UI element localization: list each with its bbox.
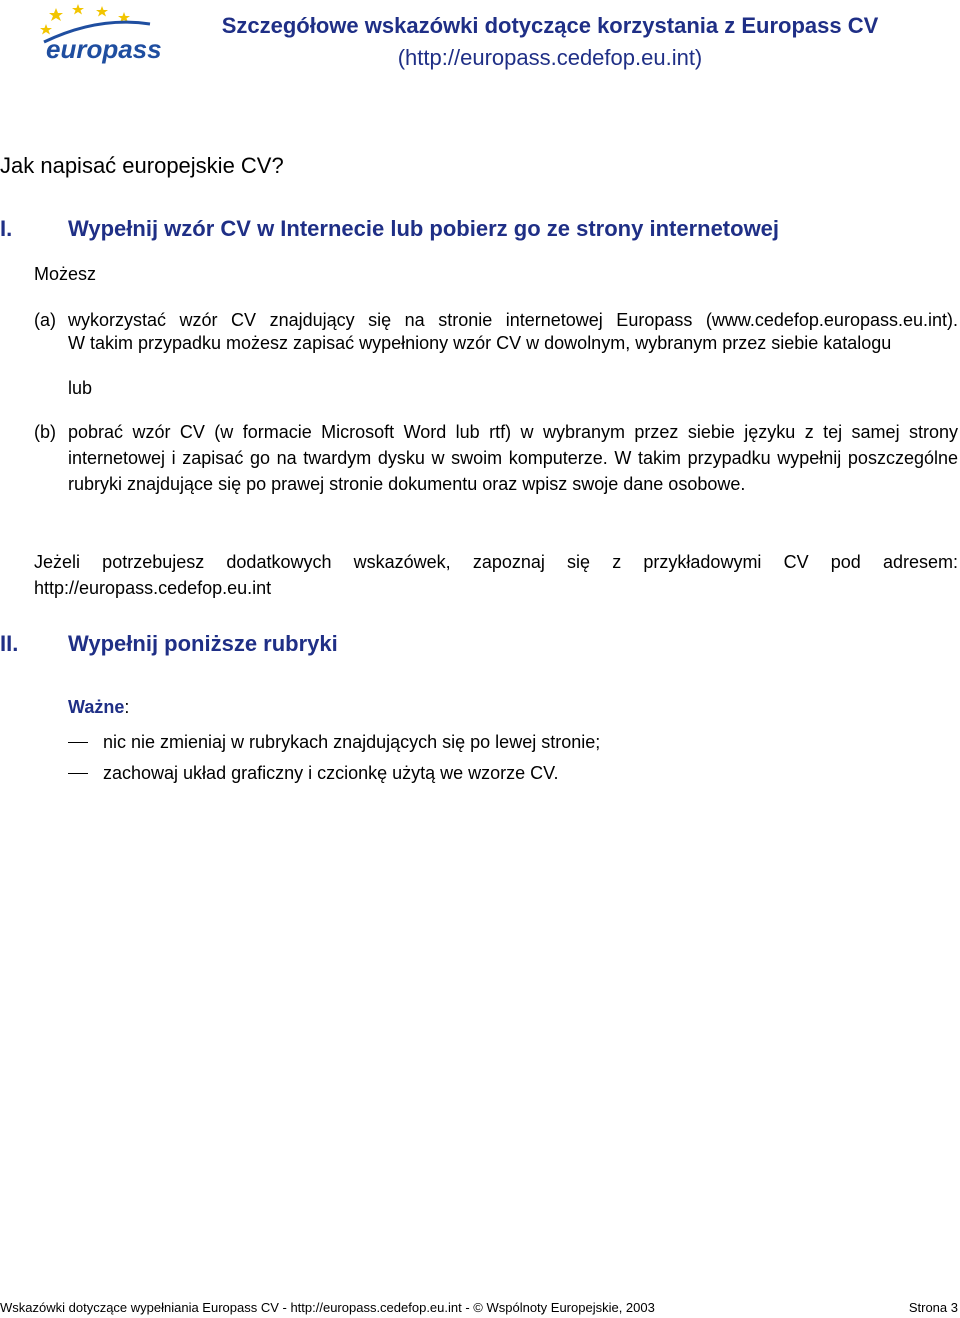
bullet-item: zachowaj układ graficzny i czcionkę użytą we wzorze CV.: [103, 763, 559, 783]
important-note: [68, 694, 129, 720]
europass-logo-icon: [38, 2, 168, 72]
page-number: Strona 3: [908, 1300, 958, 1315]
header-title: Szczegółowe wskazówki dotyczące korzystania z Europass CV: [221, 13, 879, 38]
bullet-dash-icon: [68, 742, 88, 743]
important-colon: :: [124, 697, 130, 717]
item-a-line1: wykorzystać wzór CV znajdujący się na stronie internetowej Europass (www.cedefop.europass.eu.int).: [68, 310, 958, 330]
important-label: Ważne: [68, 697, 125, 717]
section1-number: I.: [0, 216, 13, 241]
section2-number: II.: [0, 631, 19, 656]
item-b-text: pobrać wzór CV (w formacie Microsoft Word lub rtf) w wybranym przez siebie języku z tej samej strony internetowej i zapisać go na twardym dysku w swoim komputerze. W takim przypadku wypełnij poszczególne rubryki znajdujące się po prawej stronie dokumentu oraz wpisz swoje dane osobowe.: [68, 422, 958, 494]
item-b-label: (b): [34, 422, 56, 442]
svg-text:europass: europass: [46, 34, 162, 64]
header-url: (http://europass.cedefop.eu.int): [397, 45, 703, 70]
section2-title: Wypełnij poniższe rubryki: [68, 631, 338, 656]
extra-info-url: http://europass.cedefop.eu.int: [34, 578, 272, 598]
section1-title: Wypełnij wzór CV w Internecie lub pobierz go ze strony internetowej: [68, 216, 780, 241]
extra-info-line1: Jeżeli potrzebujesz dodatkowych wskazówek, zapoznaj się z przykładowymi CV pod adresem:: [34, 552, 958, 572]
bullet-dash-icon: [68, 773, 88, 774]
or-text: lub: [68, 378, 93, 398]
bullet-item: nic nie zmieniaj w rubrykach znajdujących się po lewej stronie;: [103, 732, 601, 752]
item-a-line2: W takim przypadku możesz zapisać wypełniony wzór CV w dowolnym, wybranym przez siebie katalogu: [68, 333, 892, 353]
section1-intro: Możesz: [34, 264, 97, 284]
document-question: Jak napisać europejskie CV?: [0, 153, 284, 178]
item-a-label: (a): [34, 310, 56, 330]
europass-logo: [38, 2, 168, 72]
footer-text: Wskazówki dotyczące wypełniania Europass CV - http://europass.cedefop.eu.int - © Wspólnoty Europejskie, 2003: [0, 1300, 655, 1315]
